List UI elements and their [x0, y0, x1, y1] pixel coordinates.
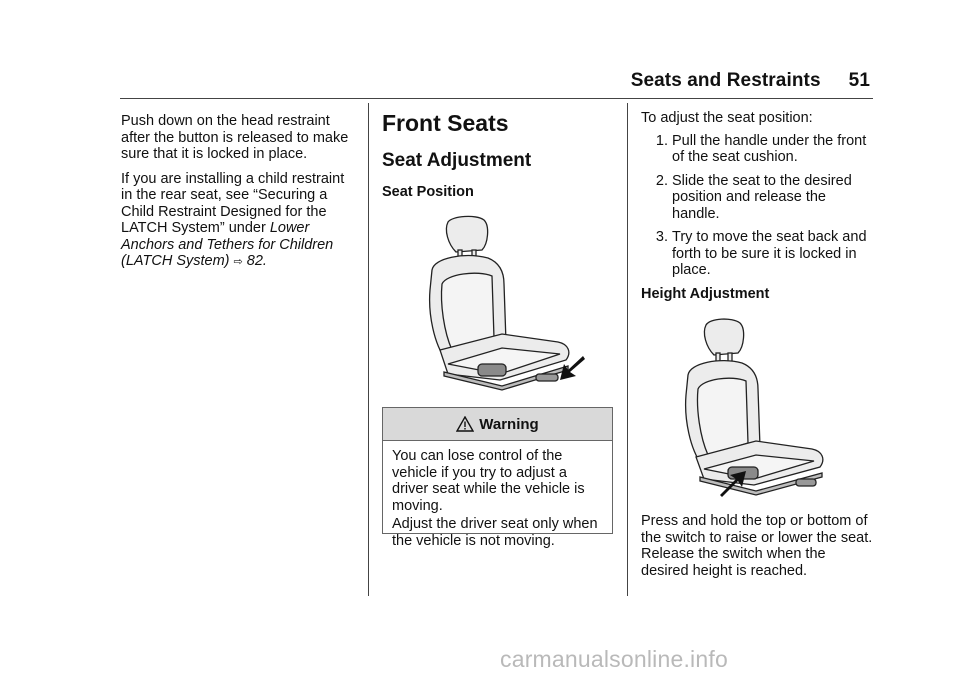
height-adjustment-heading: Height Adjustment	[641, 285, 770, 302]
head-restraint-paragraph: Push down on the head restraint after the button is released to make sure that it is locked in place.	[121, 113, 349, 162]
latch-link[interactable]: Lower Anchors and Tethers for Children (LATCH System)	[121, 220, 334, 269]
page-ref-icon: ⇨	[233, 256, 243, 268]
seat-position-illustration	[418, 214, 590, 394]
column-divider-2	[627, 103, 628, 596]
list-item: 3. Try to move the seat back and forth to be sure it is locked in place.	[655, 229, 867, 278]
list-item: 2. Slide the seat to the desired position and release the handle.	[655, 172, 852, 222]
watermark: carmanualsonline.info	[500, 646, 728, 672]
height-adjustment-paragraph: Press and hold the top or bottom of the switch to raise or lower the seat. Release the switch when the desired height is reached.	[641, 513, 873, 579]
seat-position-heading: Seat Position	[382, 184, 474, 200]
adjust-intro: To adjust the seat position:	[641, 110, 813, 126]
warning-text-1: You can lose control of the vehicle if you try to adjust a driver seat while the vehicle is moving.	[392, 448, 585, 514]
page-number: 51	[848, 70, 870, 91]
page-header	[0, 70, 870, 92]
warning-box	[382, 407, 613, 549]
subsection-heading: Seat Adjustment	[382, 150, 532, 171]
column-left	[121, 113, 356, 279]
adjust-steps	[641, 133, 876, 279]
header-divider	[120, 98, 873, 99]
height-adjustment-illustration	[680, 317, 830, 503]
list-item: 1. Pull the handle under the front of the seat cushion.	[655, 132, 867, 165]
section-title: Seats and Restraints	[630, 70, 821, 91]
warning-triangle-icon	[456, 416, 474, 432]
column-middle	[382, 110, 614, 201]
section-heading: Front Seats	[382, 110, 509, 136]
warning-label: Warning	[479, 415, 539, 433]
warning-header	[383, 408, 612, 441]
warning-body	[383, 441, 612, 549]
child-restraint-paragraph: If you are installing a child restraint in the rear seat, see “Securing a Child Restraint Designed for the LATCH System” under Lower Anchors and Tethers for Children (LATCH System) ⇨ 82.	[121, 170, 345, 269]
column-right	[641, 110, 876, 302]
warning-text-2: Adjust the driver seat only when the vehicle is not moving.	[392, 516, 598, 549]
page-ref[interactable]: 82.	[242, 253, 267, 269]
column-divider-1	[368, 103, 369, 596]
